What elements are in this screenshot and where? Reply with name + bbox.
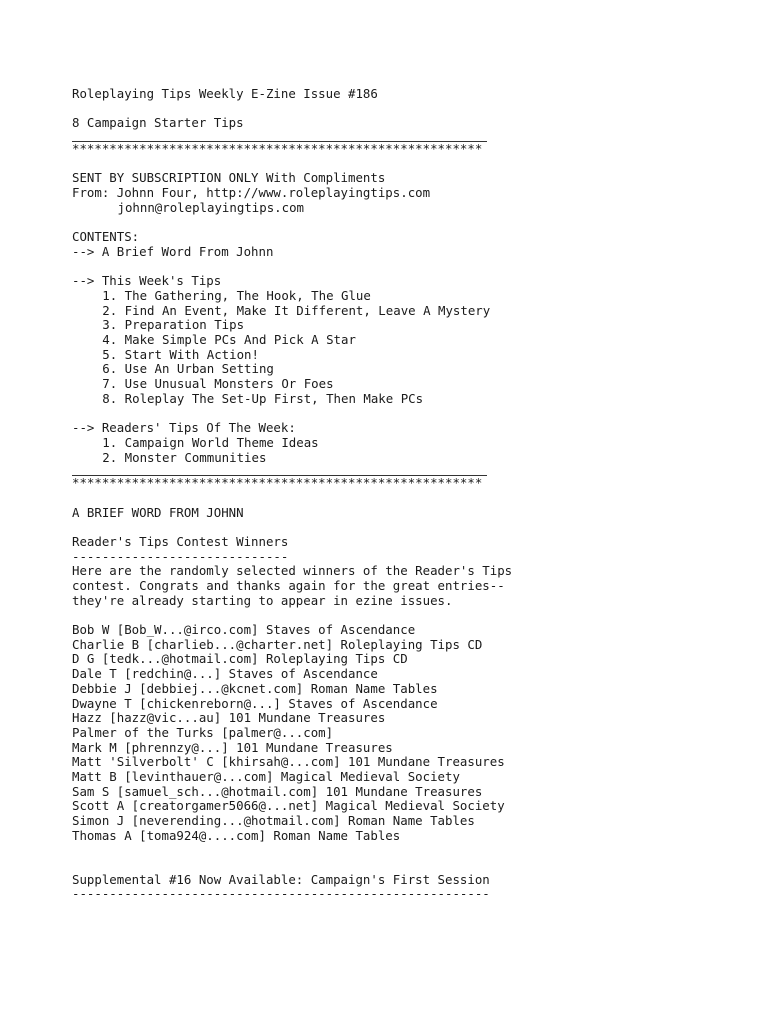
winner-entry: D G [tedk...@hotmail.com] Roleplaying Tips CD	[72, 651, 408, 667]
subscription-notice: SENT BY SUBSCRIPTION ONLY With Compliments	[72, 170, 386, 186]
from-line: From: Johnn Four, http://www.roleplayingtips.com	[72, 185, 431, 201]
asterisk-separator: *******************************************************	[72, 141, 483, 157]
winner-entry: Scott A [creatorgamer5066@...net] Magical Medieval Society	[72, 798, 505, 814]
contents-readers-label: --> Readers' Tips Of The Week:	[72, 420, 296, 436]
winner-entry: Charlie B [charlieb...@charter.net] Roleplaying Tips CD	[72, 636, 483, 652]
contents-brief-word: --> A Brief Word From Johnn	[72, 243, 274, 259]
contents-reader-tip-item: 1. Campaign World Theme Ideas	[102, 434, 319, 450]
blank-line	[72, 102, 732, 117]
contents-tip-item: 8. Roleplay The Set-Up First, Then Make PCs	[102, 390, 424, 406]
winner-entry: Sam S [samuel_sch...@hotmail.com] 101 Mundane Treasures	[72, 783, 483, 799]
winner-entry: Mark M [phrennzy@...] 101 Mundane Treasures	[72, 739, 393, 755]
blank-line	[72, 491, 732, 506]
blank-line	[72, 520, 732, 535]
supplemental-title: Supplemental #16 Now Available: Campaign's First Session	[72, 871, 490, 887]
from-email: johnn@roleplayingtips.com	[117, 199, 304, 215]
winner-entry: Bob W [Bob_W...@irco.com] Staves of Ascendance	[72, 622, 416, 638]
blank-line	[72, 157, 732, 172]
issue-subtitle: 8 Campaign Starter Tips	[72, 115, 244, 131]
contents-tip-item: 7. Use Unusual Monsters Or Foes	[102, 376, 334, 392]
winner-entry: Matt B [levinthauer@...com] Magical Medieval Society	[72, 768, 460, 784]
contents-this-week-label: --> This Week's Tips	[72, 273, 222, 289]
blank-line	[72, 843, 732, 858]
winner-entry: Dwayne T [chickenreborn@...] Staves of Ascendance	[72, 695, 438, 711]
issue-title: Roleplaying Tips Weekly E-Zine Issue #186	[72, 86, 378, 101]
blank-line	[72, 216, 732, 231]
asterisk-separator: *******************************************************	[72, 475, 483, 491]
blank-line	[72, 406, 732, 421]
winner-entry: Matt 'Silverbolt' C [khirsah@...com] 101 Mundane Treasures	[72, 754, 505, 770]
contest-intro-line: contest. Congrats and thanks again for the great entries--	[72, 578, 505, 593]
winner-entry: Hazz [hazz@vic...au] 101 Mundane Treasures	[72, 710, 386, 726]
contents-label: CONTENTS:	[72, 229, 140, 245]
contents-reader-tip-item: 2. Monster Communities	[102, 449, 267, 465]
winner-entry: Debbie J [debbiej...@kcnet.com] Roman Name Tables	[72, 680, 438, 696]
contest-intro-line: they're already starting to appear in ezine issues.	[72, 592, 453, 608]
contents-tip-item: 6. Use An Urban Setting	[102, 361, 274, 377]
contents-tip-item: 3. Preparation Tips	[102, 317, 245, 333]
winner-entry: Thomas A [toma924@....com] Roman Name Tables	[72, 827, 401, 843]
winner-entry: Dale T [redchin@...] Staves of Ascendance	[72, 666, 378, 682]
contest-title: Reader's Tips Contest Winners	[72, 533, 289, 549]
contest-underline: -----------------------------	[72, 548, 289, 564]
winner-entry: Palmer of the Turks [palmer@...com]	[72, 724, 334, 740]
contents-tip-item: 2. Find An Event, Make It Different, Leave A Mystery	[102, 302, 491, 318]
ezine-document	[72, 87, 732, 902]
section-heading: A BRIEF WORD FROM JOHNN	[72, 504, 244, 520]
blank-line	[72, 858, 732, 873]
contents-tip-item: 5. Start With Action!	[102, 346, 259, 362]
contest-intro-line: Here are the randomly selected winners of the Reader's Tips	[72, 563, 513, 579]
contents-tip-item: 4. Make Simple PCs And Pick A Star	[102, 332, 356, 347]
winner-entry: Simon J [neverending...@hotmail.com] Roman Name Tables	[72, 813, 475, 828]
blank-line	[72, 260, 732, 275]
supplemental-underline: --------------------------------------------------------	[72, 886, 490, 902]
blank-line	[72, 608, 732, 623]
contents-tip-item: 1. The Gathering, The Hook, The Glue	[102, 287, 371, 303]
